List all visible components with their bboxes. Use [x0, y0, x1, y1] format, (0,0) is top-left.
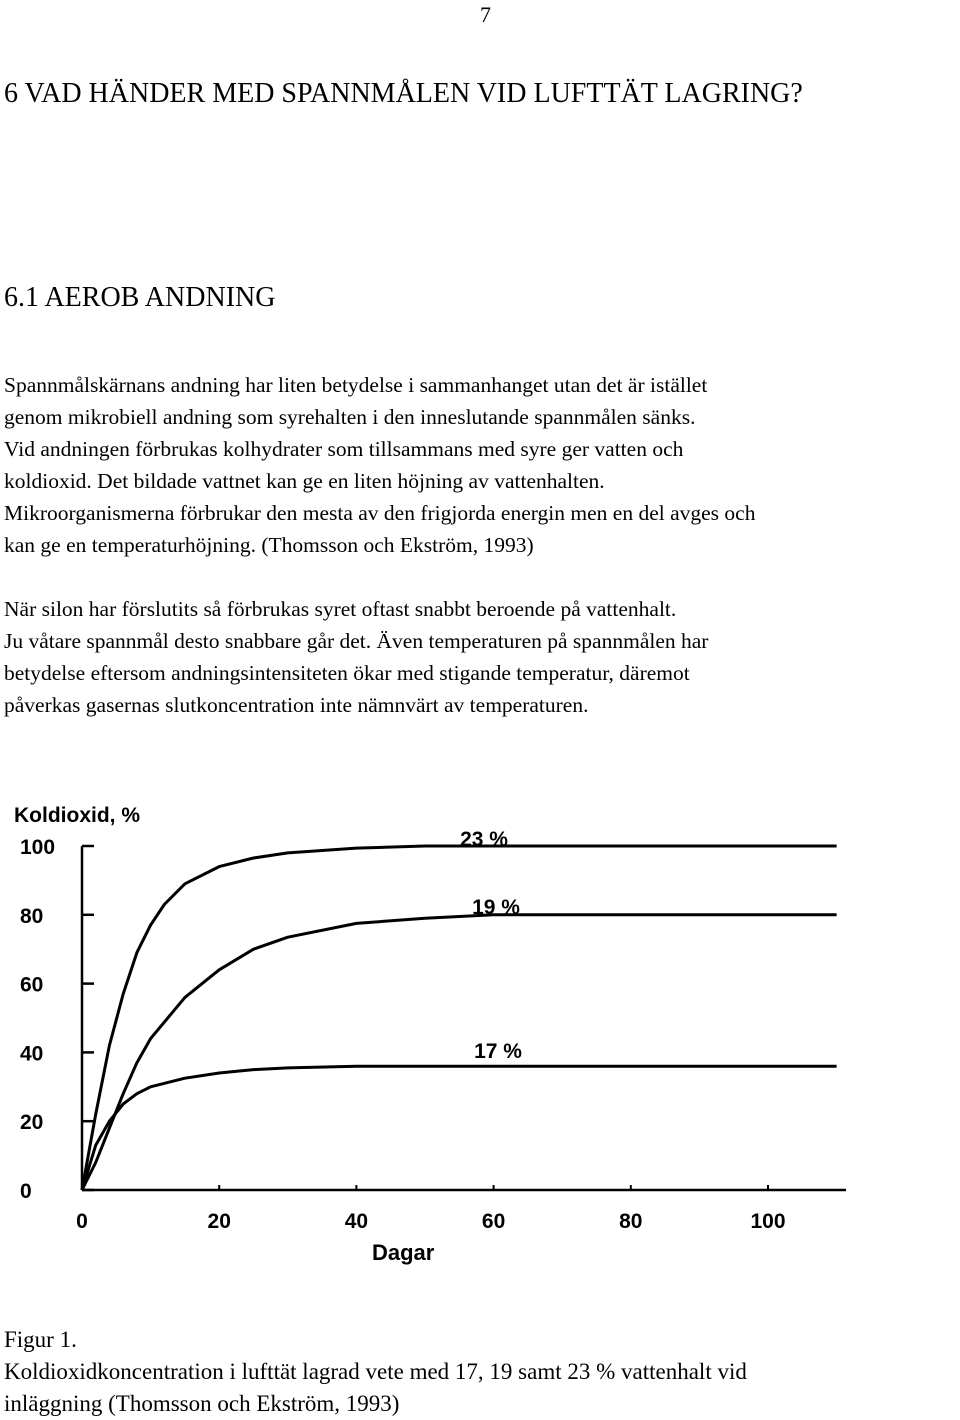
chapter-heading: 6 VAD HÄNDER MED SPANNMÅLEN VID LUFTTÄT LAGRING?: [4, 78, 803, 109]
series-label: 17 %: [474, 1040, 522, 1063]
series-line: [82, 846, 837, 1190]
paragraph-line: kan ge en temperaturhöjning. (Thomsson och Ekström, 1993): [4, 533, 534, 557]
series-label: 19 %: [472, 896, 520, 919]
page-number: 7: [480, 2, 491, 27]
section-heading: 6.1 AEROB ANDNING: [4, 282, 276, 313]
x-tick-label: 0: [76, 1210, 88, 1233]
y-tick-label: 40: [20, 1042, 44, 1066]
co2-chart: [0, 790, 960, 1290]
caption-line: Figur 1.: [4, 1327, 77, 1352]
x-tick-label: 40: [344, 1210, 369, 1233]
paragraph-line: koldioxid. Det bildade vattnet kan ge en liten höjning av vattenhalten.: [4, 469, 605, 493]
axes: [20, 836, 846, 1233]
y-tick-label: 20: [20, 1111, 44, 1135]
paragraph-line: Mikroorganismerna förbrukar den mesta av den frigjorda energin men en del avges och: [4, 501, 756, 525]
paragraph-line: Spannmålskärnans andning har liten betydelse i sammanhanget utan det är istället: [4, 373, 708, 397]
y-axis-title: Koldioxid, %: [14, 804, 140, 827]
x-tick-label: 100: [750, 1210, 786, 1233]
series-labels: [460, 828, 522, 1063]
paragraph-line: påverkas gasernas slutkoncentration inte nämnvärt av temperaturen.: [4, 693, 589, 717]
paragraph-line: betydelse eftersom andningsintensiteten ökar med stigande temperatur, däremot: [4, 661, 690, 685]
series-line: [82, 915, 837, 1190]
figure-caption: [4, 1324, 747, 1420]
y-tick-label: 60: [20, 973, 44, 997]
y-tick-label: 80: [20, 904, 44, 928]
paragraph-line: Ju våtare spannmål desto snabbare går det. Även temperaturen på spannmålen har: [4, 629, 709, 653]
y-tick-label: 100: [20, 836, 56, 859]
y-tick-label: 0: [20, 1180, 32, 1203]
x-tick-label: 60: [481, 1210, 506, 1233]
paragraph-line: genom mikrobiell andning som syrehalten i den inneslutande spannmålen sänks.: [4, 405, 696, 429]
paragraph-respiration: [4, 369, 755, 561]
paragraph-line: När silon har förslutits så förbrukas syret oftast snabbt beroende på vattenhalt.: [4, 597, 677, 621]
caption-line: Koldioxidkoncentration i lufttät lagrad vete med 17, 19 samt 23 % vattenhalt vid: [4, 1359, 747, 1384]
series-line: [82, 1066, 837, 1190]
series-lines: [82, 846, 837, 1190]
paragraph-silo: [4, 593, 708, 721]
caption-line: inläggning (Thomsson och Ekström, 1993): [4, 1391, 400, 1416]
paragraph-line: Vid andningen förbrukas kolhydrater som tillsammans med syre ger vatten och: [4, 437, 684, 461]
series-label: 23 %: [460, 828, 508, 851]
x-tick-label: 20: [207, 1210, 231, 1233]
x-tick-label: 80: [619, 1210, 643, 1233]
x-axis-title: Dagar: [372, 1240, 435, 1265]
